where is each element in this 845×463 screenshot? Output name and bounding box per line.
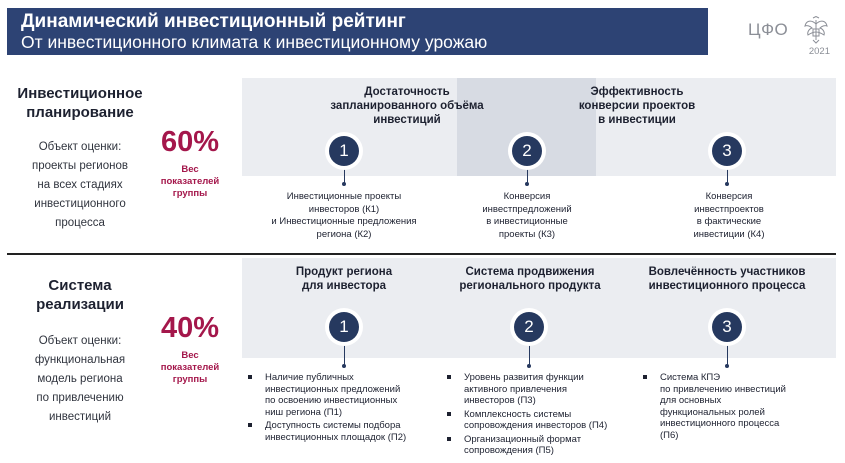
list-item: Наличие публичных инвестиционных предложений по освоению инвестиционных ниш региона (П1) [245,372,445,418]
list-item: Уровень развития функции активного привлечения инвесторов (П3) [444,372,644,407]
page-subtitle: От инвестиционного климата к инвестиционному урожаю [21,32,488,52]
planning-col2-number-circle: 2 [508,132,546,170]
realization-col2-connector-dot [527,364,531,368]
realization-col3-title: Вовлечённость участников инвестиционного процесса [648,266,806,292]
realization-col1-title: Продукт региона для инвестора [295,266,393,292]
list-item: Доступность системы подбора инвестиционных площадок (П2) [245,420,445,443]
cfo-logo [748,14,834,60]
planning-col3-number-circle: 3 [708,132,746,170]
section-divider [7,253,836,255]
planning-col3-text: Конверсия инвестпроектов в фактические инвестиции (К4) [693,191,765,240]
realization-col2-connector [529,344,530,366]
realization-col2-title: Система продвижения регионального продукта [459,266,601,292]
logo-year: 2021 [808,46,830,57]
planning-col1-text: Инвестиционные проекты инвесторов (К1) и Инвестиционные предложения региона (К2) [271,191,417,240]
realization-col3-number-circle: 3 [708,308,746,346]
header-banner [7,8,708,55]
planning-weight-label: Вес показателей группы [160,164,220,199]
realization-col1-number-circle: 1 [325,308,363,346]
planning-col3-title: Эффективность конверсии проектов в инвестиции [578,86,696,126]
page-title: Динамический инвестиционный рейтинг [21,11,406,32]
planning-description: Объект оценки: проекты регионов на всех стадиях инвестиционного процесса [32,141,128,229]
realization-col2-number-circle: 2 [510,308,548,346]
planning-col1-title: Достаточность запланированного объёма инвестиций [330,86,484,126]
planning-weight-percent: 60% [160,126,220,158]
realization-col1-connector [344,344,345,366]
planning-title: Инвестиционное планирование [17,85,143,121]
realization-col3-connector [727,344,728,366]
planning-col2-text: Конверсия инвестпредложений в инвестиционные проекты (К3) [482,191,572,240]
list-item: Комплексность системы сопровождения инвесторов (П4) [444,409,644,432]
realization-col1-connector-dot [342,364,346,368]
realization-description: Объект оценки: функциональная модель региона по привлечению инвестиций [34,335,126,423]
realization-col2-bullets [444,372,644,459]
list-item: Система КПЭ по привлечению инвестиций для основных функциональных ролей инвестиционного процесса (П6) [640,372,830,441]
planning-col3-connector-dot [725,182,729,186]
list-item: Организационный формат сопровождения (П5) [444,434,644,457]
realization-col3-connector-dot [725,364,729,368]
realization-col1-bullets [245,372,445,445]
realization-col3-bullets [640,372,830,443]
planning-col2-connector-dot [525,182,529,186]
realization-weight-label: Вес показателей группы [160,350,220,385]
realization-title: Система реализации [36,277,124,313]
logo-text: ЦФО [748,20,789,39]
planning-col1-number-circle: 1 [325,132,363,170]
planning-col1-connector-dot [342,182,346,186]
coat-of-arms-icon [803,16,829,44]
realization-weight-percent: 40% [160,312,220,344]
